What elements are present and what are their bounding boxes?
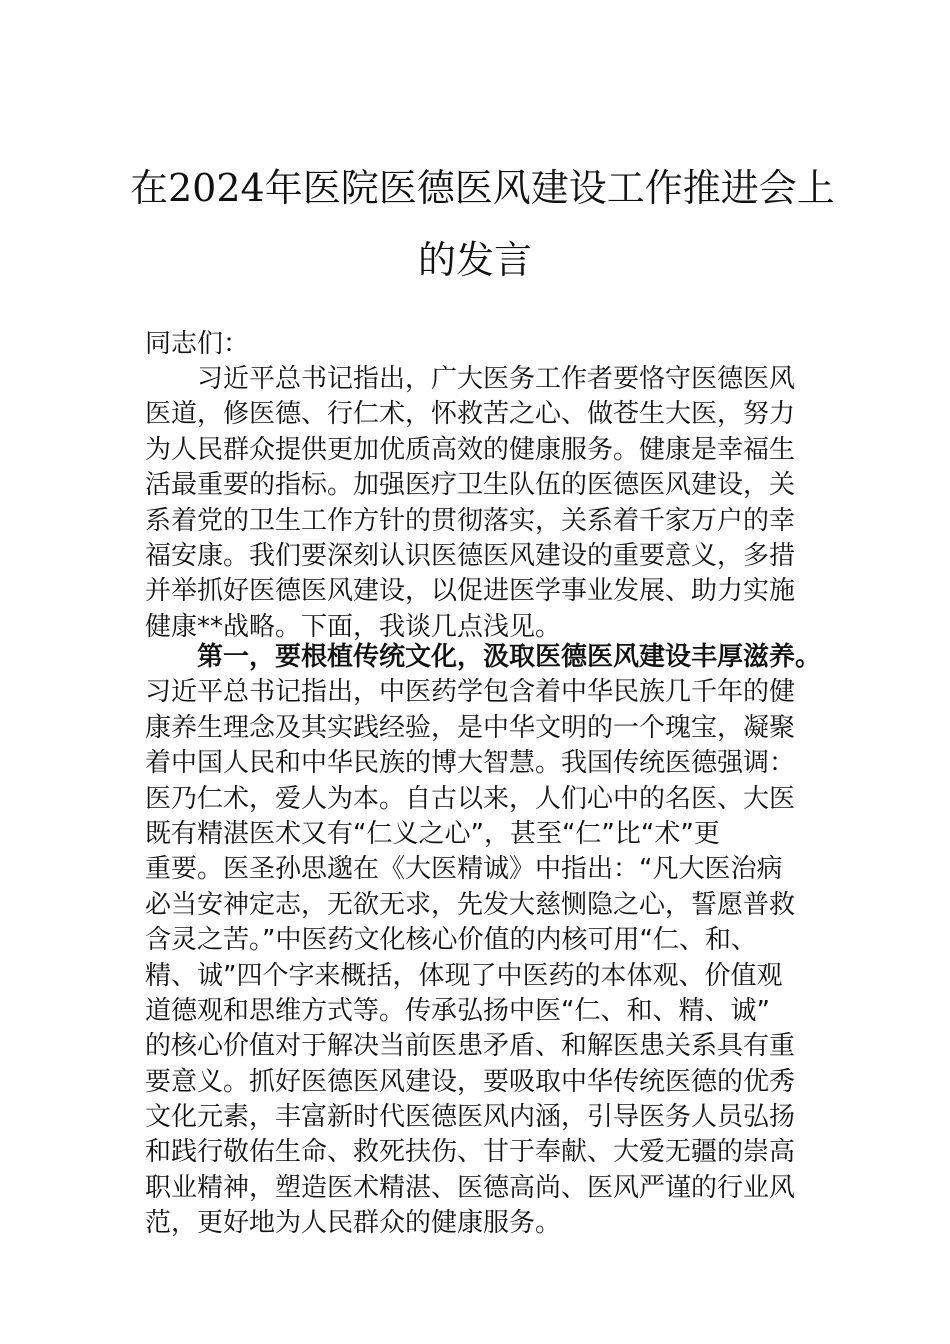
paragraph-2-line: 精、诚”四个字来概括，体现了中医药的本体观、价值观 — [145, 960, 783, 991]
paragraph-2-line: 习近平总书记指出，中医药学包含着中华民族几千年的健 — [145, 677, 796, 708]
paragraph-2-heading: 第一，要根植传统文化，汲取医德医风建设丰厚滋养。 — [197, 642, 822, 672]
paragraph-2-line: 医乃仁术，爱人为本。自古以来，人们心中的名医、大医 — [145, 783, 796, 814]
paragraph-2-line: 职业精神，塑造医术精湛、医德高尚、医风严谨的行业风 — [145, 1172, 796, 1203]
paragraph-2-line: 道德观和思维方式等。传承弘扬中医“仁、和、精、诚” — [145, 995, 770, 1026]
paragraph-1-line: 系着党的卫生工作方针的贯彻落实，关系着千家万户的幸 — [145, 505, 796, 536]
paragraph-1 — [145, 362, 810, 645]
paragraph-1-line: 习近平总书记指出，广大医务工作者要恪守医德医风 — [197, 364, 796, 394]
paragraph-1-line: 医道，修医德、行仁术，怀救苦之心、做苍生大医，努力 — [145, 399, 796, 430]
paragraph-2 — [145, 640, 822, 1242]
document-title-line-1: 在2024年医院医德医风建设工作推进会上 — [130, 166, 835, 210]
paragraph-2-line: 含灵之苦。”中医药文化核心价值的内核可用“仁、和、 — [145, 925, 757, 956]
salutation: 同志们： — [145, 329, 250, 359]
paragraph-1-line: 并举抓好医德医风建设，以促进医学事业发展、助力实施 — [145, 576, 796, 607]
paragraph-2-line: 重要。医圣孙思邈在《大医精诚》中指出：“凡大医治病 — [145, 854, 783, 885]
document-title-line-2: 的发言 — [417, 238, 532, 282]
paragraph-2-line: 的核心价值对于解决当前医患矛盾、和解医患关系具有重 — [145, 1031, 796, 1062]
paragraph-2-line: 着中国人民和中华民族的博大智慧。我国传统医德强调： — [145, 748, 796, 779]
paragraph-1-line: 健康**战略。下面，我谈几点浅见。 — [145, 611, 562, 642]
paragraph-2-line: 要意义。抓好医德医风建设，要吸取中华传统医德的优秀 — [145, 1066, 796, 1097]
paragraph-1-line: 为人民群众提供更加优质高效的健康服务。健康是幸福生 — [145, 434, 796, 465]
paragraph-2-line: 康养生理念及其实践经验，是中华文明的一个瑰宝，凝聚 — [145, 712, 796, 743]
paragraph-2-line: 和践行敬佑生命、救死扶伤、甘于奉献、大爱无疆的崇高 — [145, 1137, 796, 1168]
paragraph-2-line: 文化元素，丰富新时代医德医风内涵，引导医务人员弘扬 — [145, 1102, 796, 1133]
paragraph-1-line: 活最重要的指标。加强医疗卫生队伍的医德医风建设，关 — [145, 470, 796, 501]
paragraph-1-line: 福安康。我们要深刻认识医德医风建设的重要意义，多措 — [145, 540, 796, 571]
paragraph-2-line: 既有精湛医术又有“仁义之心”，甚至“仁”比“术”更 — [145, 818, 720, 849]
paragraph-2-line: 必当安神定志，无欲无求，先发大慈恻隐之心，誓愿普救 — [145, 889, 796, 920]
paragraph-2-line: 范，更好地为人民群众的健康服务。 — [145, 1208, 562, 1239]
